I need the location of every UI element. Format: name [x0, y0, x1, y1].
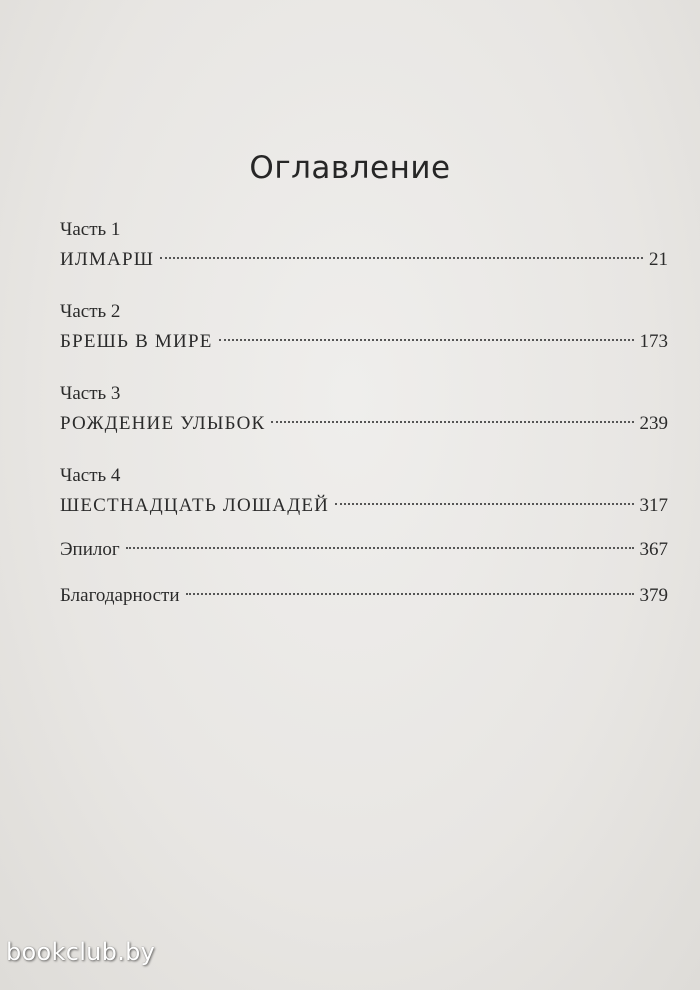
page-title: [0, 150, 700, 186]
dot-leader: [335, 503, 633, 505]
part-label: Часть 4: [60, 465, 121, 486]
part-label: Часть 1: [60, 219, 121, 240]
toc-entry: [60, 535, 668, 573]
entry-title: Благодарности: [60, 585, 180, 606]
page-number: 367: [639, 539, 668, 560]
dot-leader: [271, 421, 633, 423]
toc-entry: [60, 491, 668, 529]
toc-entry: [60, 245, 668, 283]
entry-title: ШЕСТНАДЦАТЬ ЛОШАДЕЙ: [60, 495, 330, 516]
dot-leader: [126, 547, 634, 549]
toc-entry: [60, 409, 668, 447]
page-number: 173: [639, 331, 668, 352]
part-label: Часть 3: [60, 383, 121, 404]
toc-entry: [60, 327, 668, 365]
entry-title: Эпилог: [60, 539, 120, 560]
page-number: 317: [639, 495, 668, 516]
table-of-contents: [60, 215, 668, 619]
page-number: 379: [639, 585, 668, 606]
entry-title: БРЕШЬ В МИРЕ: [60, 331, 213, 352]
watermark-text: bookclub.by: [6, 938, 156, 966]
dot-leader: [219, 339, 634, 341]
part-label: Часть 2: [60, 301, 121, 322]
entry-title: РОЖДЕНИЕ УЛЫБОК: [60, 413, 266, 434]
title-text: Оглавление: [249, 150, 451, 186]
page-number: 239: [639, 413, 668, 434]
dot-leader: [186, 593, 634, 595]
toc-entry: [60, 581, 668, 619]
page-number: 21: [649, 249, 668, 270]
dot-leader: [160, 257, 643, 259]
entry-title: ИЛМАРШ: [60, 249, 155, 270]
